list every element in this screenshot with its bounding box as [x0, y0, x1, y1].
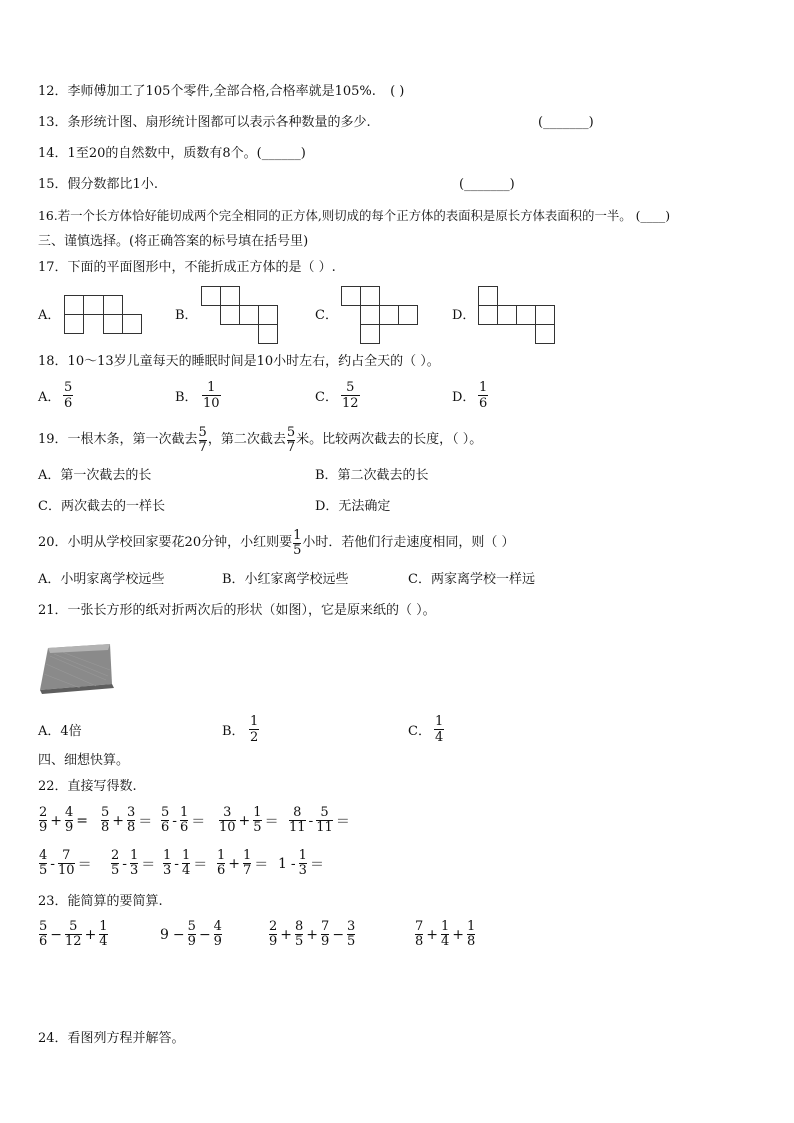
q24-text: 24．看图列方程并解答。: [38, 1031, 185, 1046]
operator: +: [50, 812, 63, 829]
fraction: 3 10: [219, 805, 236, 835]
q23-expression-2: [158, 920, 223, 949]
fraction: 3 5: [347, 919, 356, 949]
q12-answer-blank[interactable]: ( ): [390, 84, 405, 99]
q19-pre: 19．一根木条，第一次截去: [38, 432, 198, 447]
fraction: 1 3: [163, 848, 172, 878]
operator: -: [50, 855, 56, 872]
q21-folded-paper-image: [36, 640, 116, 694]
q17-net-d: [478, 286, 558, 346]
operator: −: [50, 926, 63, 943]
q17-net-b: [201, 286, 281, 346]
q22-row-2: [38, 849, 336, 878]
fraction: 5 9: [187, 919, 196, 949]
operator: -: [172, 812, 178, 829]
fraction: 2 9: [269, 919, 278, 949]
q19-post: 米。比较两次截去的长度，（ ）。: [296, 432, 483, 447]
q23-expression-3: [268, 920, 356, 949]
q22-item: [218, 806, 288, 835]
q21-option-c-label: C．: [408, 724, 431, 739]
q23-expression-4: [414, 920, 476, 949]
fraction: 7 8: [415, 919, 424, 949]
q14-text: 14．1至20的自然数中，质数有8个。(______): [38, 146, 306, 161]
q18-option-b-label: B．: [175, 390, 198, 405]
operator: +: [452, 926, 465, 943]
q20-pre: 20．小明从学校回家要花20分钟，小红则要: [38, 535, 293, 550]
fraction: 5 6: [161, 805, 170, 835]
q19-option-a: A．第一次截去的长: [38, 468, 152, 483]
q18-option-a-label: A．: [38, 390, 61, 405]
equals-sign: ＝: [138, 813, 153, 830]
fraction: 1 8: [467, 919, 476, 949]
q18-option-a-fraction: 5 6: [64, 380, 73, 411]
q22-item: [216, 849, 276, 878]
section-3-heading: 三、谨慎选择。(将正确答案的标号填在括号里): [38, 234, 309, 249]
operator: +: [112, 812, 125, 829]
operator: +: [238, 812, 251, 829]
q22-item: [100, 806, 160, 835]
q16-statement: 16.若一个长方体恰好能切成两个完全相同的正方体,则切成的每个正方体的表面积是原长方体表面积的一半。: [38, 208, 632, 223]
q17-net-c: [341, 286, 421, 346]
q22-item: [276, 849, 336, 878]
q22-item: [38, 849, 110, 878]
operator: -: [290, 855, 296, 872]
q15-text: 15．假分数都比1小.: [38, 177, 158, 192]
whole-number: 9: [160, 926, 169, 943]
fraction: 1 3: [130, 848, 139, 878]
q19-fraction-2: 5 7: [286, 424, 296, 455]
q19-mid: ，第二次截去: [207, 432, 286, 447]
operator: +: [426, 926, 439, 943]
q17-option-b-label: B．: [175, 308, 198, 323]
q21-option-c-fraction: 1 4: [435, 714, 444, 745]
q20-option-a: A．小明家离学校远些: [38, 572, 165, 587]
fraction: 1 3: [298, 848, 307, 878]
fraction: 1 4: [441, 919, 450, 949]
fraction: 2 9: [39, 805, 48, 835]
q18-option-d-label: D．: [452, 390, 476, 405]
q19-option-c: C．两次截去的一样长: [38, 499, 165, 514]
fraction: 5 12: [65, 919, 82, 949]
fraction: 1 6: [217, 848, 226, 878]
equals-sign: ＝: [254, 856, 269, 873]
q23-text: 23．能简算的要简算.: [38, 894, 163, 909]
q18-option-d-fraction: 1 6: [479, 380, 488, 411]
q22-item: [38, 806, 100, 835]
q18-text: 18．10～13岁儿童每天的睡眠时间是10小时左右，约占全天的（ ）。: [38, 354, 440, 369]
fraction: 1 6: [180, 805, 189, 835]
whole-number: 1: [278, 855, 287, 872]
operator: −: [172, 926, 185, 943]
q20-text: [38, 524, 515, 562]
q22-row-1: [38, 806, 358, 835]
fraction: 5 6: [39, 919, 48, 949]
q17-option-a-label: A．: [38, 308, 61, 323]
fraction: 8 5: [295, 919, 304, 949]
q22-item: [288, 806, 358, 835]
q20-option-b: B．小红家离学校远些: [222, 572, 349, 587]
equals-sign: ＝: [141, 856, 156, 873]
operator: −: [332, 926, 345, 943]
q19-text: [38, 422, 482, 458]
q22-item: [110, 849, 162, 878]
q16-answer-blank[interactable]: (____): [635, 208, 671, 223]
q19-option-d: D．无法确定: [315, 499, 391, 514]
q20-fraction: 1 5: [293, 527, 302, 558]
equals-sign: ＝: [335, 813, 350, 830]
q13-answer-blank[interactable]: (_______): [538, 115, 594, 130]
fraction: 3 8: [127, 805, 136, 835]
q21-text: 21．一张长方形的纸对折两次后的形状（如图），它是原来纸的（ ）。: [38, 603, 436, 618]
q18-option-c-label: C．: [315, 390, 338, 405]
equals-sign: ＝: [193, 856, 208, 873]
q12-text: [38, 83, 404, 101]
fraction: 2 5: [111, 848, 120, 878]
fraction: 7 9: [321, 919, 330, 949]
q20-option-c: C．两家离学校一样远: [408, 572, 535, 587]
fraction: 5 11: [316, 805, 333, 835]
q16-text: [38, 207, 670, 225]
q15-answer-blank[interactable]: (_______): [459, 177, 515, 192]
fraction: 1 4: [99, 919, 108, 949]
fraction: 4 9: [65, 805, 74, 835]
q23-expression-1: [38, 920, 109, 949]
fraction: 5 8: [101, 805, 110, 835]
fraction: 8 11: [289, 805, 306, 835]
section-4-heading: 四、细想快算。: [38, 753, 130, 768]
equals-sign: =: [76, 812, 89, 829]
operator: −: [198, 926, 211, 943]
q13-text: 13．条形统计图、扇形统计图都可以表示各种数量的多少.: [38, 115, 371, 130]
q22-item: [160, 806, 218, 835]
q17-option-c-label: C．: [315, 308, 338, 323]
q12-statement: 12．李师傅加工了105个零件,全部合格,合格率就是105%.: [38, 84, 376, 99]
q20-post: 小时．若他们行走速度相同，则（ ）: [302, 535, 515, 550]
fraction: 7 10: [58, 848, 75, 878]
q22-text: 22．直接写得数.: [38, 779, 137, 794]
operator: +: [306, 926, 319, 943]
q17-option-d-label: D．: [452, 308, 476, 323]
operator: +: [280, 926, 293, 943]
fraction: 1 5: [253, 805, 262, 835]
q19-option-b: B．第二次截去的长: [315, 468, 429, 483]
operator: -: [308, 812, 314, 829]
fraction: 4 5: [39, 848, 48, 878]
equals-sign: ＝: [77, 856, 92, 873]
q18-option-c-fraction: 5 12: [342, 380, 359, 411]
equals-sign: ＝: [309, 856, 324, 873]
q17-text: 17．下面的平面图形中，不能折成正方体的是（ ）.: [38, 260, 336, 275]
q21-option-b-fraction: 1 2: [250, 714, 259, 745]
operator: +: [228, 855, 241, 872]
operator: -: [122, 855, 128, 872]
q18-option-b-fraction: 1 10: [203, 380, 220, 411]
equals-sign: ＝: [264, 813, 279, 830]
q22-item: [162, 849, 216, 878]
fraction: 4 9: [213, 919, 222, 949]
q17-net-a: [64, 295, 144, 335]
operator: -: [174, 855, 180, 872]
q19-fraction-1: 5 7: [198, 424, 207, 455]
operator: +: [84, 926, 97, 943]
fraction: 1 4: [182, 848, 191, 878]
q21-option-b-label: B．: [222, 724, 245, 739]
q21-option-a: A．4倍: [38, 724, 82, 739]
fraction: 1 7: [243, 848, 252, 878]
equals-sign: ＝: [191, 813, 206, 830]
